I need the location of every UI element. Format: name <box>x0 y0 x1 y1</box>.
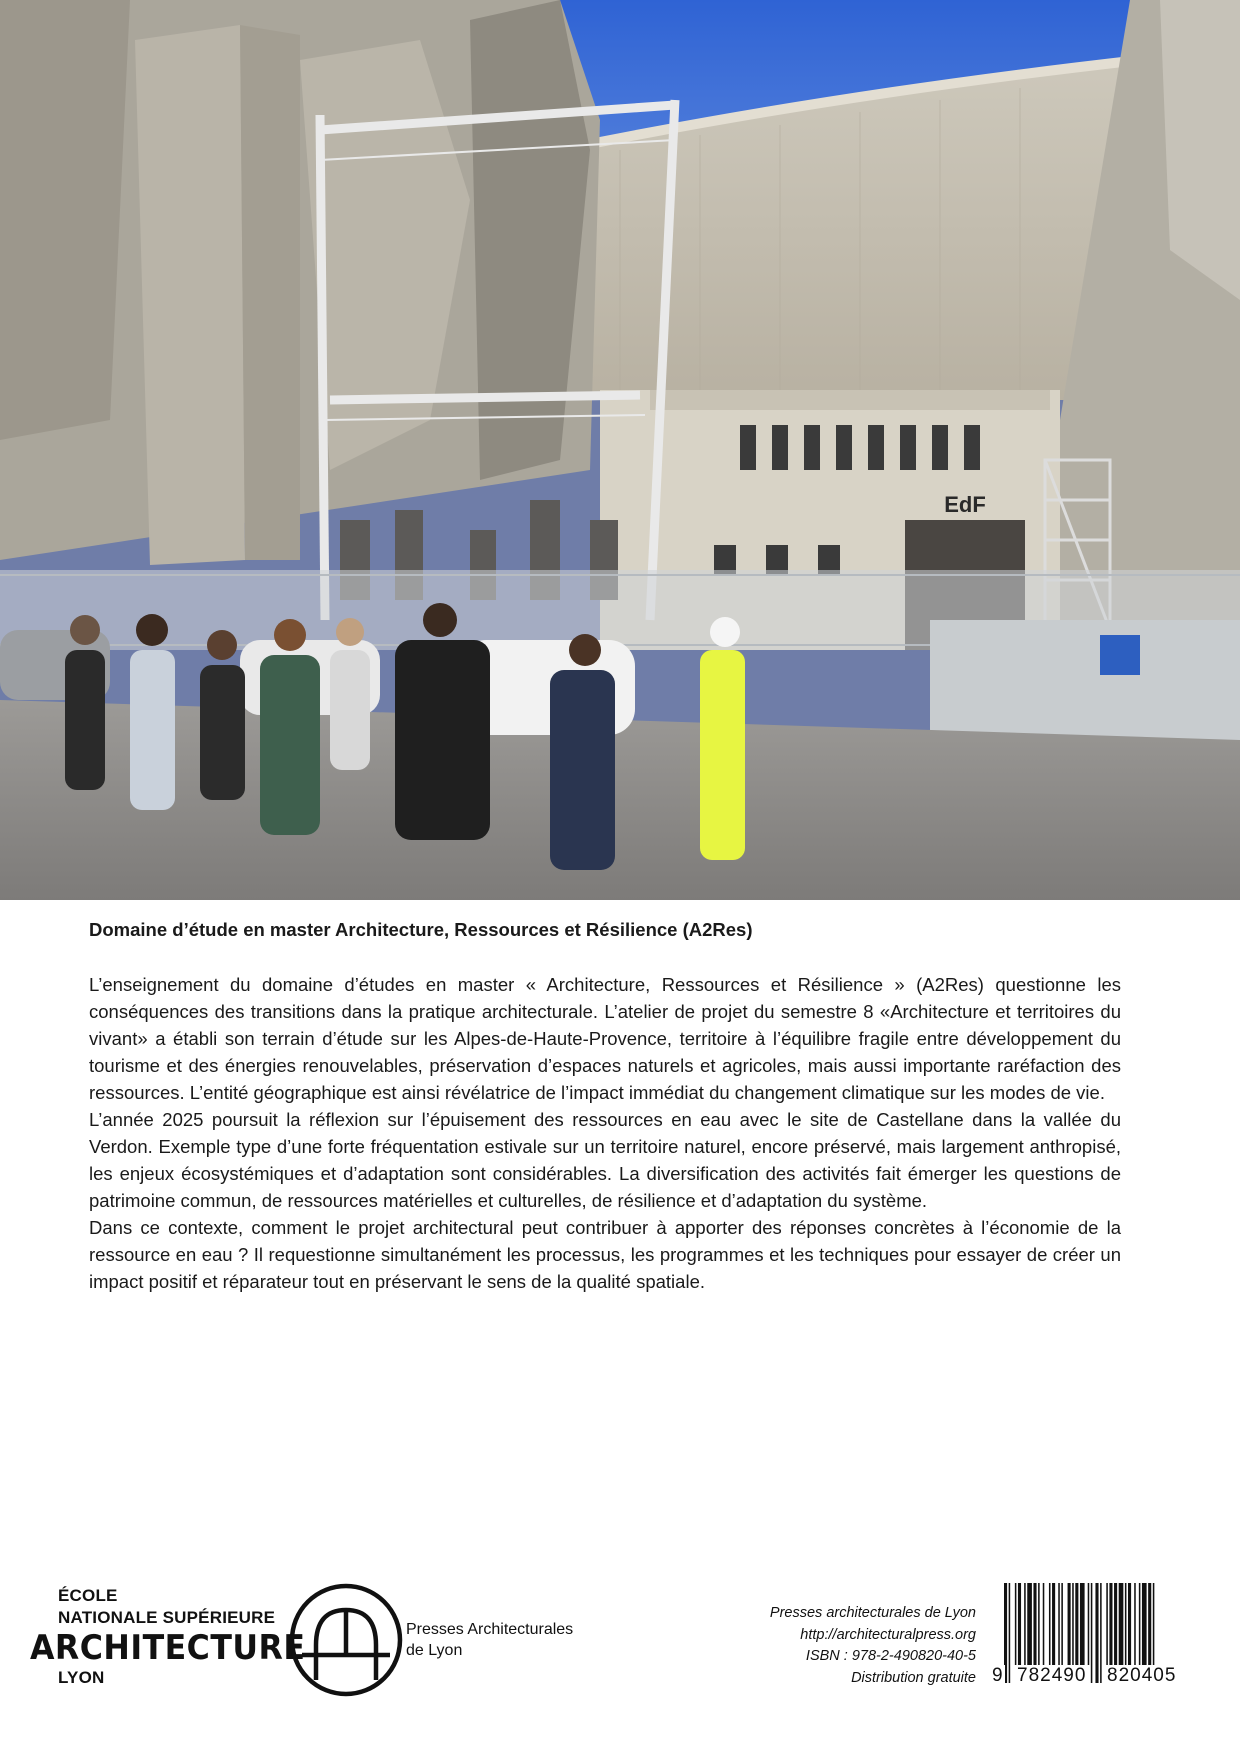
barcode-digits-right: 820405 <box>1103 1665 1180 1687</box>
publisher-logo-icon <box>286 1580 406 1700</box>
svg-text:EdF: EdF <box>944 492 986 517</box>
school-logo-line4: LYON <box>58 1668 105 1687</box>
publisher-name-line1: Presses Architecturales <box>406 1621 574 1638</box>
publisher-name <box>406 1619 573 1661</box>
barcode-digit-first: 9 <box>992 1665 1003 1686</box>
publication-info <box>770 1603 976 1689</box>
paragraph-2: L’année 2025 poursuit la réflexion sur l’épuisement des ressources en eau avec le site de Castellane dans la vallée du Verdon. Exemple type d’une forte fréquentation estivale sur un territoire naturel, encore préservé, mais largement anthropisé, les enjeux écosystémiques et d’adaptation sont considérables. La diversification des activités fait émerger les questions de patrimoine commun, de ressources matérielles et culturelles, de résilience et d’adaptation du système. <box>89 1109 1121 1211</box>
paragraph-1: L’enseignement du domaine d’études en master « Architecture, Ressources et Résilience » (A2Res) questionne les conséquences des transitions dans la pratique architecturale. L’atelier de projet du semestre 8 «Architecture et territoires du vivant» a établi son terrain d’étude sur les Alpes-de-Haute-Provence, territoire à l’équilibre fragile entre développement du tourisme et des énergies renouvelables, préservation d’espaces naturels et agricoles, mais aussi importante raréfaction des ressources. L’entité géographique est ainsi révélatrice de l’impact immédiat du changement climatique sur les modes de vie. <box>89 974 1121 1103</box>
pub-info-url: http://architecturalpress.org <box>800 1626 976 1643</box>
pub-info-distribution: Distribution gratuite <box>851 1669 976 1686</box>
paragraph-3: Dans ce contexte, comment le projet architectural peut contribuer à apporter des réponses concrètes à l’économie de la ressource en eau ? Il requestionne simultanément les processus, les programmes et les techniques pour essayer de créer un impact positif et réparateur tout en préservant le sens de la qualité spatiale. <box>89 1217 1121 1292</box>
barcode-digits-left: 782490 <box>1013 1665 1090 1687</box>
school-logo <box>30 1580 306 1690</box>
main-text <box>89 916 1121 1295</box>
barcode-digits <box>990 1665 1205 1691</box>
school-logo-line3: ARCHITECTURE <box>30 1628 306 1668</box>
pub-info-isbn: ISBN : 978-2-490820-40-5 <box>805 1648 976 1664</box>
section-heading: Domaine d’étude en master Architecture, Ressources et Résilience (A2Res) <box>89 919 753 940</box>
publisher-name-line2: de Lyon <box>406 1642 463 1659</box>
pub-info-publisher: Presses architecturales de Lyon <box>769 1605 976 1621</box>
school-logo-line2: NATIONALE SUPÉRIEURE <box>58 1608 276 1627</box>
school-logo-line1: ÉCOLE <box>58 1586 118 1605</box>
